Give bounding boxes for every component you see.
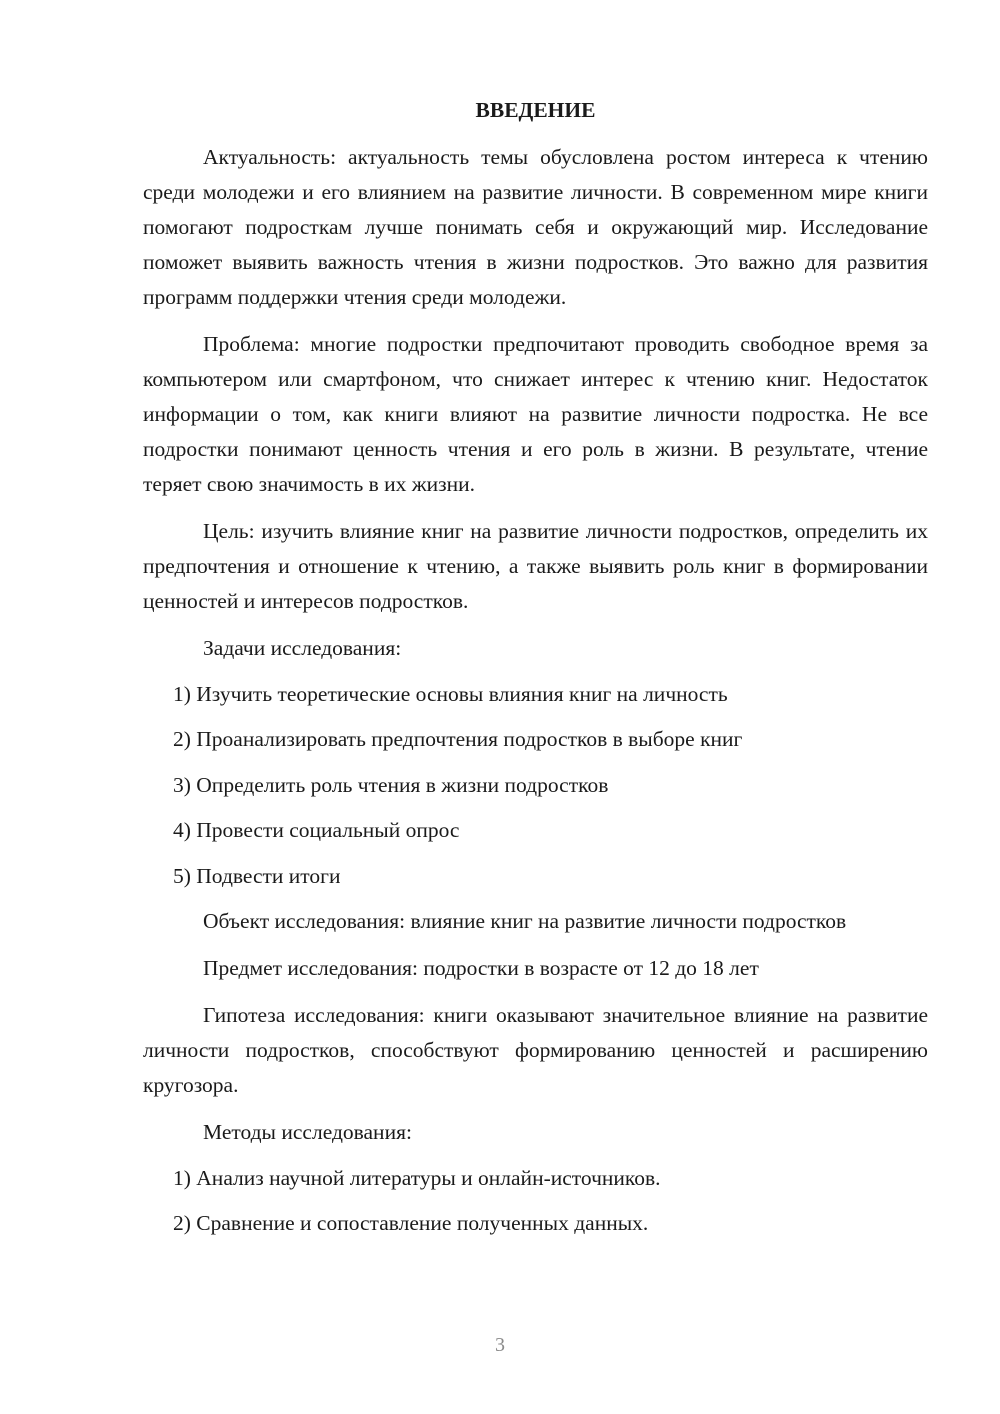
methods-heading: Методы исследования:	[203, 1120, 412, 1144]
tasks-list	[143, 677, 928, 894]
list-item: 2) Сравнение и сопоставление полученных данных.	[173, 1211, 649, 1235]
section-title: ВВЕДЕНИЕ	[475, 98, 596, 122]
list-item: 3) Определить роль чтения в жизни подростков	[173, 772, 609, 797]
list-item: 2) Проанализировать предпочтения подростков в выборе книг	[173, 727, 743, 751]
hypothesis-paragraph: Гипотеза исследования: книги оказывают значительное влияние на развитие личности подростков, способствуют формированию ценностей и расширению кругозора.	[143, 1003, 928, 1097]
object-paragraph: Объект исследования: влияние книг на развитие личности подростков	[203, 909, 847, 933]
page-number: 3	[495, 1334, 505, 1356]
tasks-heading: Задачи исследования:	[203, 636, 402, 660]
problem-paragraph: Проблема: многие подростки предпочитают проводить свободное время за компьютером или смартфоном, что снижает интерес к чтению книг. Недостаток информации о том, как книги влияют на развитие личности подростка. Не все подростки понимают ценность чтения и его роль в жизни. В результате, чтение теряет свою значимость в их жизни.	[143, 332, 928, 496]
document-page	[143, 93, 928, 1252]
list-item: 1) Изучить теоретические основы влияния книг на личность	[173, 681, 728, 706]
list-item: 1) Анализ научной литературы и онлайн-источников.	[173, 1165, 661, 1190]
subject-paragraph: Предмет исследования: подростки в возрасте от 12 до 18 лет	[203, 956, 759, 980]
relevance-paragraph: Актуальность: актуальность темы обусловлена ростом интереса к чтению среди молодежи и его влиянием на развитие личности. В современном мире книги помогают подросткам лучше понимать себя и окружающий мир. Исследование поможет выявить важность чтения в жизни подростков. Это важно для развития программ поддержки чтения среди молодежи.	[143, 145, 928, 309]
methods-list	[143, 1161, 928, 1242]
list-item: 4) Провести социальный опрос	[173, 818, 460, 842]
list-item: 5) Подвести итоги	[173, 863, 341, 888]
goal-paragraph: Цель: изучить влияние книг на развитие личности подростков, определить их предпочтения и отношение к чтению, а также выявить роль книг в формировании ценностей и интересов подростков.	[143, 519, 928, 613]
